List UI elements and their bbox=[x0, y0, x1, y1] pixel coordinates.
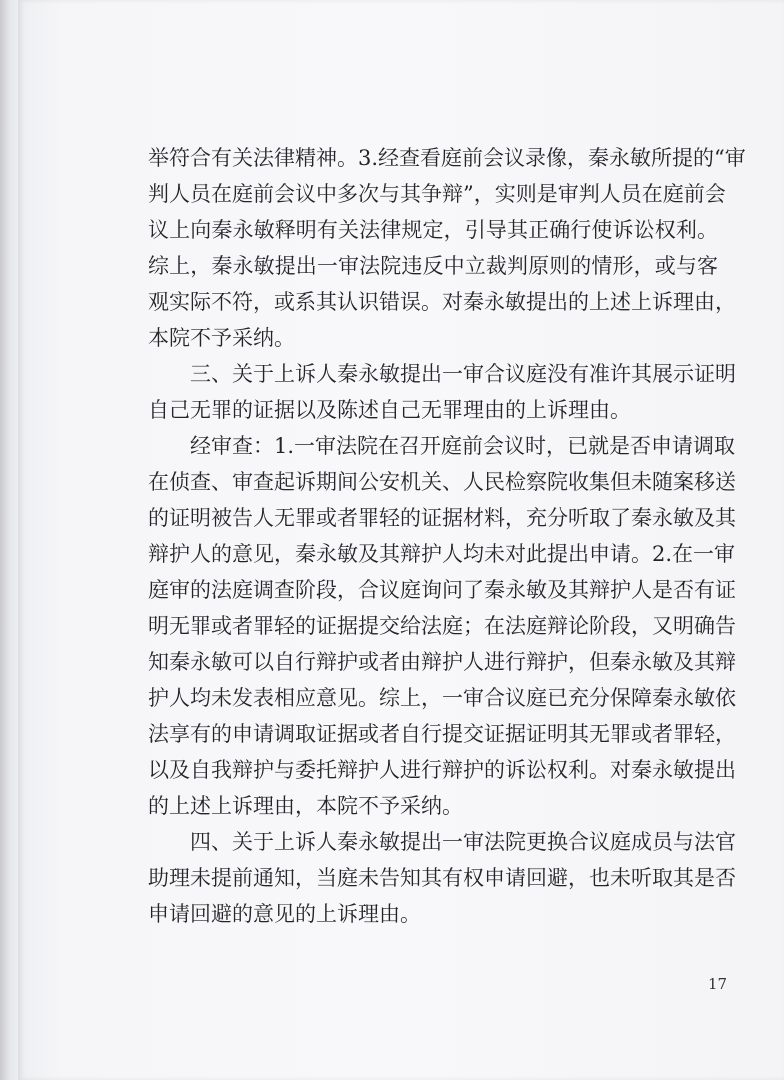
text-line: 举符合有关法律精神。3.经查看庭前会议录像，秦永敏所提的“审 bbox=[148, 146, 746, 170]
document-page bbox=[18, 0, 784, 1080]
text-line: 明无罪或者罪轻的证据提交给法庭；在法庭辩论阶段，又明确告 bbox=[148, 614, 736, 638]
section-heading-4: 四、关于上诉人秦永敏提出一审法院更换合议庭成员与法官 bbox=[190, 830, 736, 854]
text-line: 护人均未发表相应意见。综上，一审合议庭已充分保障秦永敏依 bbox=[148, 686, 736, 710]
text-line: 自己无罪的证据以及陈述自己无罪理由的上诉理由。 bbox=[148, 398, 631, 422]
text-line: 助理未提前通知，当庭未告知其有权申请回避，也未听取其是否 bbox=[148, 866, 736, 890]
text-line: 的证明被告人无罪或者罪轻的证据材料，充分听取了秦永敏及其 bbox=[148, 506, 736, 530]
text-line: 法享有的申请调取证据或者自行提交证据证明其无罪或者罪轻， bbox=[148, 722, 736, 746]
document-body bbox=[148, 140, 746, 932]
text-line: 的上述上诉理由，本院不予采纳。 bbox=[148, 794, 463, 818]
section-heading-3: 三、关于上诉人秦永敏提出一审合议庭没有准许其展示证明 bbox=[190, 362, 736, 386]
text-line: 申请回避的意见的上诉理由。 bbox=[148, 902, 421, 926]
text-line: 辩护人的意见，秦永敏及其辩护人均未对此提出申请。2.在一审 bbox=[148, 542, 736, 566]
text-line: 本院不予采纳。 bbox=[148, 326, 295, 350]
text-line: 经审查：1.一审法院在召开庭前会议时，已就是否申请调取 bbox=[190, 434, 736, 458]
text-line: 综上，秦永敏提出一审法院违反中立裁判原则的情形，或与客 bbox=[148, 254, 718, 278]
text-line: 知秦永敏可以自行辩护或者由辩护人进行辩护，但秦永敏及其辩 bbox=[148, 650, 736, 674]
text-line: 议上向秦永敏释明有关法律规定，引导其正确行使诉讼权利。 bbox=[148, 218, 718, 242]
text-line: 观实际不符，或系其认识错误。对秦永敏提出的上述上诉理由， bbox=[148, 290, 736, 314]
page-number: 17 bbox=[708, 975, 728, 993]
text-line: 判人员在庭前会议中多次与其争辩”，实则是审判人员在庭前会 bbox=[148, 182, 726, 206]
text-line: 在侦查、审查起诉期间公安机关、人民检察院收集但未随案移送 bbox=[148, 470, 736, 494]
text-line: 庭审的法庭调查阶段，合议庭询问了秦永敏及其辩护人是否有证 bbox=[148, 578, 736, 602]
text-line: 以及自我辩护与委托辩护人进行辩护的诉讼权利。对秦永敏提出 bbox=[148, 758, 736, 782]
